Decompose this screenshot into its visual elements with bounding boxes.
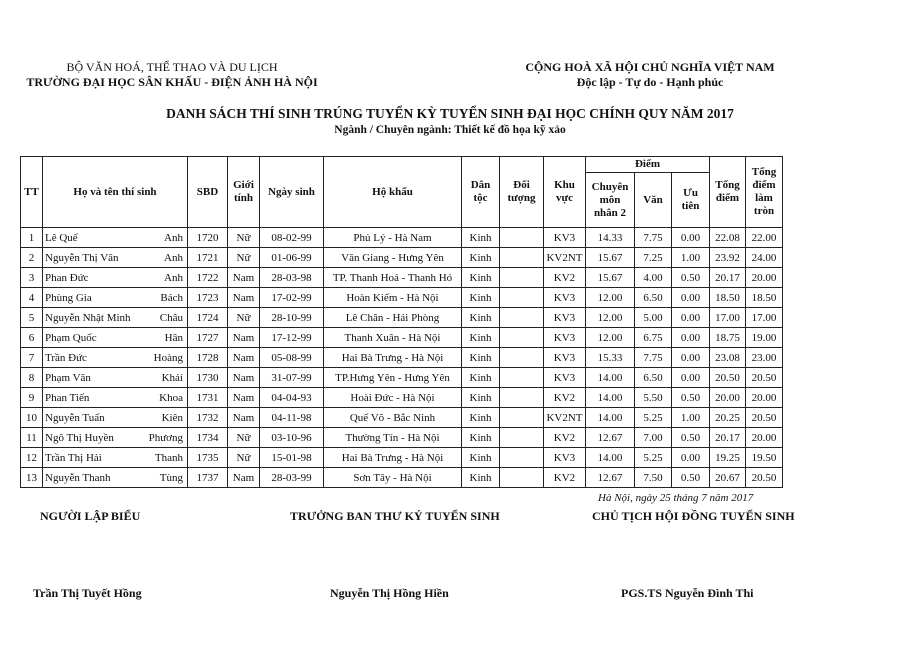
cell-tt: 11 [21,428,43,448]
cell-first-name: Phạm Quốc [43,328,143,348]
cell-bonus-score: 0.50 [672,388,710,408]
table-header-row [21,157,783,173]
cell-ethnicity: Kinh [462,428,500,448]
cell-major-score: 14.00 [586,388,635,408]
cell-priority [500,428,544,448]
cell-major-score: 12.67 [586,428,635,448]
cell-total: 20.67 [710,468,746,488]
col-major: Chuyên môn nhân 2 [586,173,635,228]
cell-literature-score: 7.00 [635,428,672,448]
cell-priority [500,328,544,348]
cell-last-name: Châu [143,308,188,328]
cell-sbd: 1735 [188,448,228,468]
table-row [21,428,783,448]
cell-major-score: 14.00 [586,368,635,388]
cell-dob: 04-11-98 [260,408,324,428]
cell-region: KV2NT [544,248,586,268]
cell-gender: Nữ [228,448,260,468]
cell-tt: 8 [21,368,43,388]
cell-last-name: Anh [143,228,188,248]
cell-first-name: Phùng Gia [43,288,143,308]
cell-hometown: TP. Thanh Hoá - Thanh Hó [324,268,462,288]
cell-sbd: 1721 [188,248,228,268]
cell-last-name: Phương [143,428,188,448]
cell-gender: Nam [228,388,260,408]
cell-gender: Nam [228,368,260,388]
cell-priority [500,448,544,468]
cell-dob: 17-02-99 [260,288,324,308]
cell-bonus-score: 0.00 [672,448,710,468]
col-region: Khu vực [544,157,586,228]
cell-first-name: Phan Đức [43,268,143,288]
cell-dob: 28-03-98 [260,268,324,288]
cell-tt: 9 [21,388,43,408]
col-scores: Điểm [586,157,710,173]
cell-gender: Nam [228,408,260,428]
cell-total: 20.00 [710,388,746,408]
cell-dob: 05-08-99 [260,348,324,368]
cell-bonus-score: 0.50 [672,268,710,288]
cell-last-name: Thanh [143,448,188,468]
col-ethnicity: Dân tộc [462,157,500,228]
nation-name: CỘNG HOÀ XÃ HỘI CHỦ NGHĨA VIỆT NAM [525,60,775,74]
cell-literature-score: 4.00 [635,268,672,288]
cell-major-score: 14.00 [586,448,635,468]
cell-priority [500,288,544,308]
cell-rounded-total: 24.00 [746,248,783,268]
signer-2-title: TRƯỞNG BAN THƯ KÝ TUYỂN SINH [290,509,500,523]
cell-priority [500,468,544,488]
cell-hometown: Lê Chân - Hải Phòng [324,308,462,328]
cell-total: 20.17 [710,428,746,448]
cell-gender: Nữ [228,428,260,448]
cell-literature-score: 5.00 [635,308,672,328]
cell-sbd: 1723 [188,288,228,308]
cell-region: KV3 [544,368,586,388]
cell-bonus-score: 0.50 [672,468,710,488]
col-name: Họ và tên thí sinh [43,157,188,228]
cell-first-name: Nguyễn Thanh [43,468,143,488]
cell-major-score: 12.00 [586,288,635,308]
cell-sbd: 1737 [188,468,228,488]
cell-ethnicity: Kinh [462,448,500,468]
ministry-name: BỘ VĂN HOÁ, THỂ THAO VÀ DU LỊCH [66,60,278,74]
table-row [21,268,783,288]
cell-rounded-total: 23.00 [746,348,783,368]
cell-last-name: Khoa [143,388,188,408]
cell-dob: 28-10-99 [260,308,324,328]
cell-region: KV2 [544,428,586,448]
cell-priority [500,228,544,248]
cell-gender: Nam [228,268,260,288]
cell-sbd: 1722 [188,268,228,288]
cell-region: KV2 [544,388,586,408]
col-literature: Văn [635,173,672,228]
cell-priority [500,388,544,408]
cell-tt: 2 [21,248,43,268]
table-row [21,368,783,388]
cell-rounded-total: 18.50 [746,288,783,308]
cell-priority [500,348,544,368]
cell-total: 23.08 [710,348,746,368]
cell-literature-score: 6.75 [635,328,672,348]
cell-literature-score: 5.25 [635,448,672,468]
cell-sbd: 1727 [188,328,228,348]
cell-rounded-total: 20.00 [746,268,783,288]
col-sbd: SBD [188,157,228,228]
col-rounded: Tổng điểm làm tròn [746,157,783,228]
cell-ethnicity: Kinh [462,408,500,428]
cell-last-name: Khải [143,368,188,388]
cell-dob: 08-02-99 [260,228,324,248]
cell-literature-score: 7.75 [635,228,672,248]
cell-rounded-total: 20.00 [746,388,783,408]
cell-dob: 17-12-99 [260,328,324,348]
cell-bonus-score: 0.00 [672,348,710,368]
cell-dob: 15-01-98 [260,448,324,468]
cell-bonus-score: 0.00 [672,288,710,308]
cell-hometown: Thường Tín - Hà Nội [324,428,462,448]
cell-total: 23.92 [710,248,746,268]
cell-tt: 6 [21,328,43,348]
cell-ethnicity: Kinh [462,248,500,268]
table-row [21,468,783,488]
cell-dob: 03-10-96 [260,428,324,448]
cell-ethnicity: Kinh [462,348,500,368]
signer-1-title: NGƯỜI LẬP BIỂU [40,509,141,523]
cell-gender: Nam [228,348,260,368]
cell-ethnicity: Kinh [462,268,500,288]
table-row [21,348,783,368]
cell-sbd: 1732 [188,408,228,428]
cell-first-name: Lê Quế [43,228,143,248]
cell-total: 18.75 [710,328,746,348]
cell-bonus-score: 0.50 [672,428,710,448]
col-hometown: Hộ khẩu [324,157,462,228]
cell-major-score: 15.67 [586,248,635,268]
cell-priority [500,248,544,268]
cell-ethnicity: Kinh [462,228,500,248]
cell-tt: 10 [21,408,43,428]
cell-priority [500,368,544,388]
cell-sbd: 1730 [188,368,228,388]
cell-tt: 4 [21,288,43,308]
col-dob: Ngày sinh [260,157,324,228]
cell-total: 20.17 [710,268,746,288]
table-row [21,448,783,468]
cell-rounded-total: 19.00 [746,328,783,348]
cell-gender: Nam [228,288,260,308]
table-body [21,228,783,488]
cell-last-name: Anh [143,268,188,288]
cell-first-name: Nguyễn Tuấn [43,408,143,428]
cell-bonus-score: 0.00 [672,368,710,388]
table-row [21,228,783,248]
cell-region: KV2 [544,268,586,288]
cell-priority [500,268,544,288]
cell-region: KV3 [544,328,586,348]
cell-literature-score: 5.25 [635,408,672,428]
cell-last-name: Hân [143,328,188,348]
cell-literature-score: 7.50 [635,468,672,488]
cell-sbd: 1724 [188,308,228,328]
cell-major-score: 14.33 [586,228,635,248]
cell-tt: 7 [21,348,43,368]
page-title: DANH SÁCH THÍ SINH TRÚNG TUYỂN KỲ TUYỂN SINH ĐẠI HỌC CHÍNH QUY NĂM 2017 [166,106,734,121]
cell-gender: Nam [228,328,260,348]
signer-2-name: Nguyễn Thị Hồng Hiền [330,586,449,600]
cell-ethnicity: Kinh [462,288,500,308]
cell-ethnicity: Kinh [462,468,500,488]
cell-priority [500,308,544,328]
cell-hometown: Hai Bà Trưng - Hà Nội [324,348,462,368]
cell-literature-score: 5.50 [635,388,672,408]
candidate-table [20,156,783,488]
cell-gender: Nam [228,468,260,488]
cell-tt: 13 [21,468,43,488]
cell-literature-score: 7.25 [635,248,672,268]
cell-last-name: Kiên [143,408,188,428]
cell-region: KV3 [544,228,586,248]
cell-gender: Nữ [228,248,260,268]
cell-first-name: Phạm Văn [43,368,143,388]
cell-hometown: Văn Giang - Hưng Yên [324,248,462,268]
cell-tt: 1 [21,228,43,248]
cell-rounded-total: 19.50 [746,448,783,468]
cell-hometown: Hoàn Kiếm - Hà Nội [324,288,462,308]
cell-total: 17.00 [710,308,746,328]
motto: Độc lập - Tự do - Hạnh phúc [576,75,724,89]
cell-tt: 5 [21,308,43,328]
table-row [21,308,783,328]
cell-hometown: Thanh Xuân - Hà Nội [324,328,462,348]
cell-rounded-total: 22.00 [746,228,783,248]
cell-total: 20.50 [710,368,746,388]
cell-hometown: Phủ Lý - Hà Nam [324,228,462,248]
cell-hometown: TP.Hưng Yên - Hưng Yên [324,368,462,388]
cell-dob: 01-06-99 [260,248,324,268]
cell-ethnicity: Kinh [462,388,500,408]
cell-rounded-total: 20.50 [746,468,783,488]
table-row [21,248,783,268]
cell-hometown: Quế Võ - Bắc Ninh [324,408,462,428]
cell-total: 19.25 [710,448,746,468]
cell-total: 20.25 [710,408,746,428]
cell-bonus-score: 0.00 [672,308,710,328]
cell-first-name: Phan Tiến [43,388,143,408]
table-row [21,288,783,308]
cell-total: 18.50 [710,288,746,308]
cell-hometown: Hoài Đức - Hà Nội [324,388,462,408]
cell-bonus-score: 1.00 [672,248,710,268]
cell-gender: Nữ [228,308,260,328]
cell-tt: 3 [21,268,43,288]
cell-priority [500,408,544,428]
cell-total: 22.08 [710,228,746,248]
cell-sbd: 1731 [188,388,228,408]
cell-first-name: Trần Đức [43,348,143,368]
table-row [21,328,783,348]
cell-major-score: 15.33 [586,348,635,368]
cell-ethnicity: Kinh [462,308,500,328]
cell-dob: 28-03-99 [260,468,324,488]
cell-literature-score: 7.75 [635,348,672,368]
signer-1-name: Trần Thị Tuyết Hồng [33,586,142,600]
cell-last-name: Bách [143,288,188,308]
cell-major-score: 15.67 [586,268,635,288]
cell-major-score: 14.00 [586,408,635,428]
cell-first-name: Nguyễn Thị Vân [43,248,143,268]
col-tt: TT [21,157,43,228]
table-row [21,388,783,408]
signer-3-title: CHỦ TỊCH HỘI ĐỒNG TUYỂN SINH [592,509,795,523]
cell-region: KV3 [544,288,586,308]
cell-sbd: 1728 [188,348,228,368]
cell-region: KV3 [544,448,586,468]
cell-region: KV3 [544,348,586,368]
cell-first-name: Nguyễn Nhật Minh [43,308,143,328]
cell-dob: 31-07-99 [260,368,324,388]
cell-rounded-total: 20.00 [746,428,783,448]
cell-rounded-total: 20.50 [746,368,783,388]
header-right [505,60,795,90]
cell-ethnicity: Kinh [462,328,500,348]
cell-last-name: Anh [143,248,188,268]
cell-bonus-score: 0.00 [672,328,710,348]
cell-major-score: 12.00 [586,328,635,348]
col-gender: Giới tính [228,157,260,228]
col-total: Tổng điểm [710,157,746,228]
cell-region: KV3 [544,308,586,328]
cell-dob: 04-04-93 [260,388,324,408]
school-name: TRƯỜNG ĐẠI HỌC SÂN KHẤU - ĐIỆN ẢNH HÀ NỘI [26,75,318,89]
cell-literature-score: 6.50 [635,288,672,308]
cell-bonus-score: 0.00 [672,228,710,248]
cell-hometown: Hai Bà Trưng - Hà Nội [324,448,462,468]
cell-hometown: Sơn Tây - Hà Nội [324,468,462,488]
cell-bonus-score: 1.00 [672,408,710,428]
cell-ethnicity: Kinh [462,368,500,388]
cell-region: KV2 [544,468,586,488]
col-priority: Đối tượng [500,157,544,228]
col-bonus: Ưu tiên [672,173,710,228]
cell-tt: 12 [21,448,43,468]
cell-literature-score: 6.50 [635,368,672,388]
cell-region: KV2NT [544,408,586,428]
cell-first-name: Ngô Thị Huyền [43,428,143,448]
cell-rounded-total: 17.00 [746,308,783,328]
cell-last-name: Hoàng [143,348,188,368]
cell-sbd: 1734 [188,428,228,448]
cell-gender: Nữ [228,228,260,248]
header-left [22,60,322,90]
cell-last-name: Tùng [143,468,188,488]
cell-first-name: Trần Thị Hải [43,448,143,468]
signing-date: Hà Nội, ngày 25 tháng 7 năm 2017 [598,492,754,504]
cell-rounded-total: 20.50 [746,408,783,428]
table-row [21,408,783,428]
cell-major-score: 12.00 [586,308,635,328]
cell-major-score: 12.67 [586,468,635,488]
signer-3-name: PGS.TS Nguyễn Đình Thi [621,586,754,600]
page-subtitle: Ngành / Chuyên ngành: Thiết kế đồ họa kỹ xảo [334,124,566,136]
cell-sbd: 1720 [188,228,228,248]
